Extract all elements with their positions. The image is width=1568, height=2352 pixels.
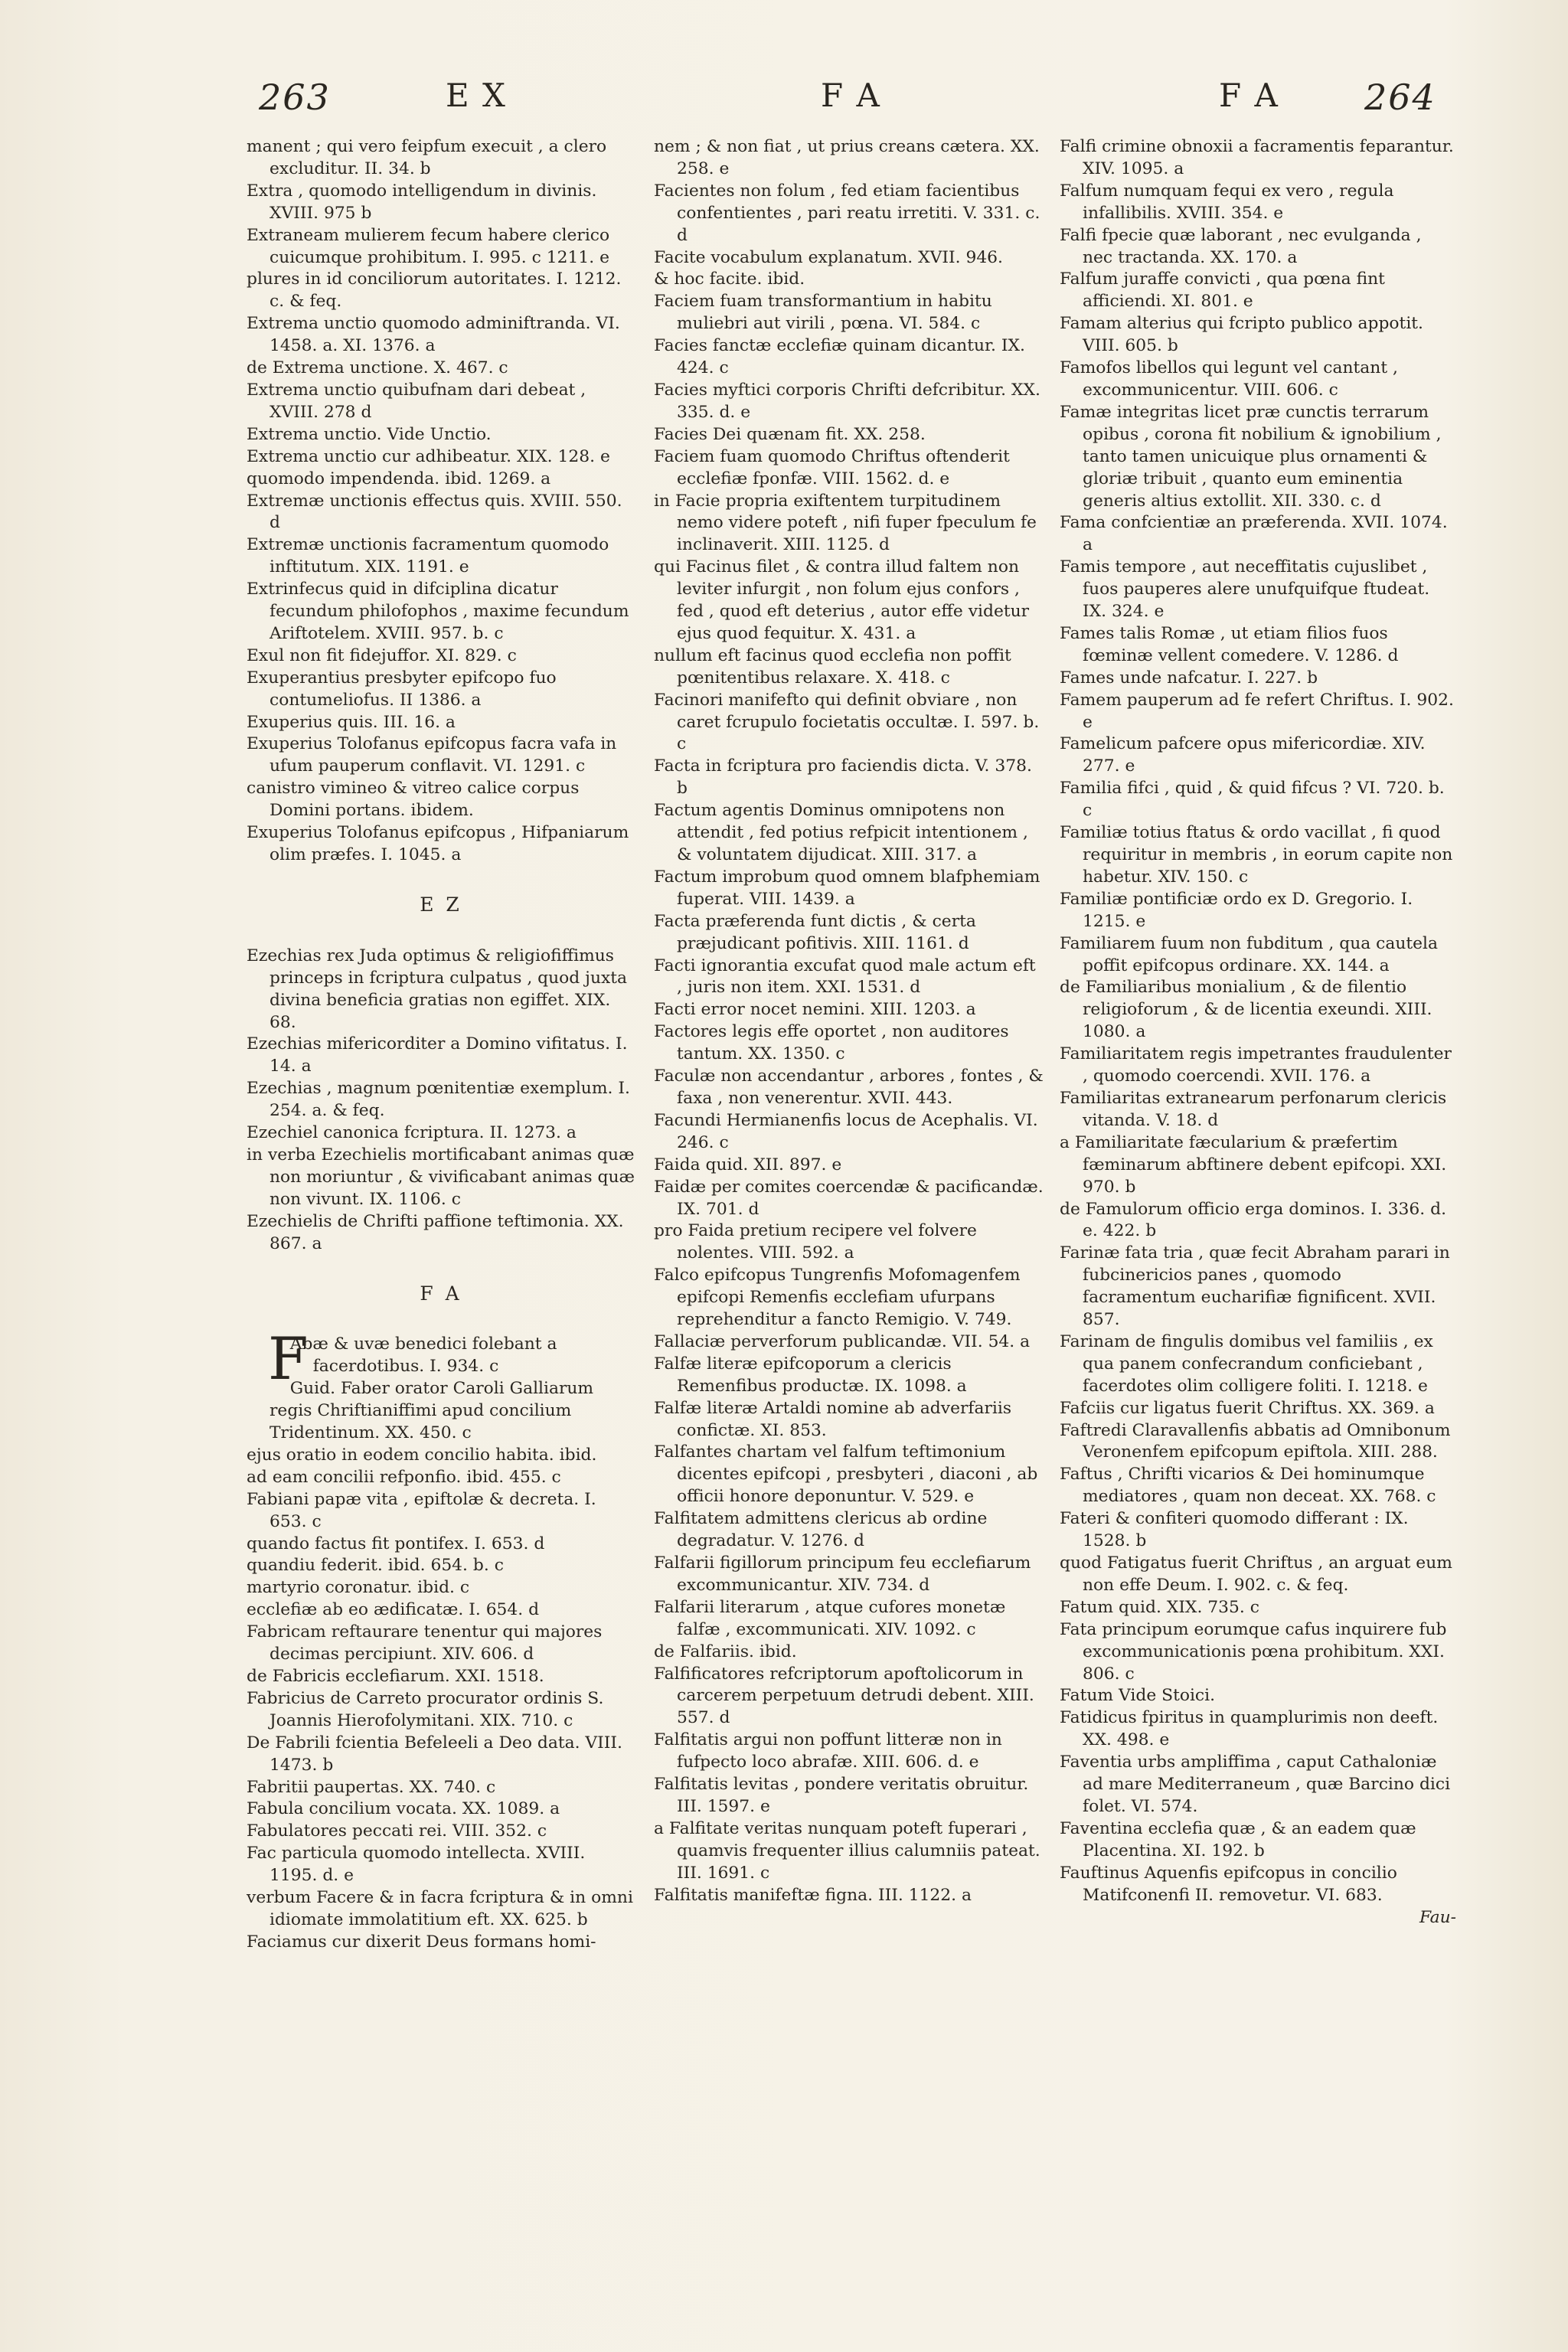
index-entry: Extrema unctio cur adhibeatur. XIX. 128. e <box>247 446 610 466</box>
index-entry: Ezechias rex Juda optimus & religiofiffimus princeps in fcriptura culpatus , quod juxta divina beneficia gratias non egiffet. XIX. 68. <box>247 946 628 1032</box>
index-entry: Extrema unctio quomodo adminiftranda. VI. 1458. a. XI. 1376. a <box>247 314 620 356</box>
index-entry: Facundi Hermianenfis locus de Acephalis. VI. 246. c <box>654 1110 1038 1152</box>
index-entry: Faidæ per comites coercendæ & pacificandæ. IX. 701. d <box>654 1177 1044 1219</box>
index-entry: Extraneam mulierem fecum habere clerico cuicumque prohibitum. I. 995. c 1211. e <box>247 225 610 267</box>
index-entry: Falfitatis argui non poffunt litteræ non in fufpecto loco abrafæ. XIII. 606. d. e <box>654 1730 1002 1772</box>
index-entry: Factum improbum quod omnem blafphemiam fuperat. VIII. 1439. a <box>654 867 1040 909</box>
index-entry: quandiu federit. ibid. 654. b. c <box>247 1556 504 1576</box>
section-heading-ez: E Z <box>420 893 462 916</box>
index-entry: Famæ integritas licet præ cunctis terrarum opibus , corona fit nobilium & ignobilium , tanto tamen unicuique plus ornamenti & gloriæ tribuit , quanto eum eminentia generis altius extollit. XII. 330. c. d <box>1060 402 1442 511</box>
index-entry: Falfarii figillorum principum feu ecclefiarum excommunicantur. XIV. 734. d <box>654 1553 1031 1595</box>
index-entry: Extremæ unctionis facramentum quomodo inftitutum. XIX. 1191. e <box>247 535 609 577</box>
index-entry: Fallaciæ perverforum publicandæ. VII. 54. a <box>654 1331 1031 1351</box>
index-entry: Faftus , Chrifti vicarios & Dei hominumque mediatores , quam non deceat. XX. 768. c <box>1060 1465 1436 1507</box>
index-entry: Fafciis cur ligatus fuerit Chriftus. XX. 369. a <box>1060 1398 1435 1418</box>
index-entry: Exuperantius presbyter epifcopo fuo contumeliofus. II 1386. a <box>247 668 557 710</box>
index-entry: a Familiaritate fæcularium & præfertim fæminarum abftinere debent epifcopi. XXI. 970. b <box>1060 1132 1447 1197</box>
index-entry: a Falfitate veritas nunquam poteft fuperari , quamvis frequenter illius calumniis pateat. III. 1691. c <box>654 1818 1040 1883</box>
index-entry: Familiaritas extranearum perfonarum clericis vitanda. V. 18. d <box>1060 1088 1447 1130</box>
index-entry: Faftredi Claravallenfis abbatis ad Omnibonum Veronenfem epifcopum epiftola. XIII. 288. <box>1060 1420 1451 1462</box>
index-entry: Exul non fit fidejuffor. XI. 829. c <box>247 645 517 665</box>
index-entry: Fabricius de Carreto procurator ordinis S. Joannis Hierofolymitani. XIX. 710. c <box>247 1688 604 1730</box>
index-entry: Fata principum eorumque cafus inquirere fub excommunicationis pœna prohibitum. XXI. 806. c <box>1060 1619 1447 1684</box>
index-entry: Famofos libellos qui legunt vel cantant , excommunicentur. VIII. 606. c <box>1060 358 1398 400</box>
index-entry: in verba Ezechielis mortificabant animas quæ non moriuntur , & vivificabant animas quæ non vivunt. IX. 1106. c <box>247 1145 635 1209</box>
index-entry: Farinæ fata tria , quæ fecit Abraham parari in fubcinericios panes , quomodo facramentum eucharifiæ fignificent. XVII. 857. <box>1060 1243 1450 1330</box>
index-entry: Familiarem fuum non fubditum , qua cautela poffit epifcopus ordinare. XX. 144. a <box>1060 933 1439 975</box>
center-running-head: F A <box>821 77 881 114</box>
section-heading-fa: F A <box>420 1282 462 1305</box>
index-entry: Fatidicus fpiritus in quamplurimis non deeft. XX. 498. e <box>1060 1708 1439 1750</box>
index-entry: Famem pauperum ad fe refert Chriftus. I. 902. e <box>1060 690 1454 732</box>
index-entry: ecclefiæ ab eo ædificatæ. I. 654. d <box>247 1600 540 1620</box>
index-entry: F Abæ & uvæ benedici folebant a facerdotibus. I. 934. c <box>268 1325 557 1393</box>
index-entry: Famis tempore , aut neceffitatis cujuslibet , fuos pauperes alere unufquifque ftudeat. IX. 324. e <box>1060 557 1430 622</box>
catchword: Fau- <box>1419 1907 1456 1927</box>
index-entry: Fauftinus Aquenfis epifcopus in concilio Matifconenfi II. removetur. VI. 683. <box>1060 1863 1397 1905</box>
index-entry: Exuperius Tolofanus epifcopus facra vafa in ufum pauperum conflavit. VI. 1291. c <box>247 734 617 776</box>
index-entry: Falfificatores refcriptorum apoftolicorum in carcerem perpetuum detrudi debent. XIII. 557. d <box>654 1664 1034 1728</box>
index-entry: Ezechielis de Chrifti paffione teftimonia. XX. 867. a <box>247 1211 624 1253</box>
index-entry: Facite vocabulum explanatum. XVII. 946. <box>654 247 1003 267</box>
index-entry: verbum Facere & in facra fcriptura & in omni idiomate immolatitium eft. XX. 625. b <box>247 1888 633 1929</box>
index-column-left <box>247 136 635 1954</box>
index-entry: Fama confcientiæ an præferenda. XVII. 1074. a <box>1060 513 1448 555</box>
index-entry: Facta in fcriptura pro faciendis dicta. V. 378. b <box>654 756 1032 799</box>
index-entry: Fabritii paupertas. XX. 740. c <box>247 1777 496 1797</box>
index-entry: & hoc facite. ibid. <box>654 270 805 289</box>
left-running-head: E X <box>446 77 507 114</box>
index-entry: Faciem fuam quomodo Chriftus oftenderit ecclefiæ fponfæ. VIII. 1562. d. e <box>654 446 1010 488</box>
right-running-head: F A <box>1219 77 1279 114</box>
index-entry: Faida quid. XII. 897. e <box>654 1155 842 1174</box>
index-entry: de Familiaribus monialium , & de filentio religioforum , & de licentia exeundi. XIII. 1080. a <box>1060 978 1432 1042</box>
index-entry: Ezechiel canonica fcriptura. II. 1273. a <box>247 1123 577 1143</box>
index-entry: Exuperius Tolofanus epifcopus , Hifpaniarum olim præfes. I. 1045. a <box>247 823 629 864</box>
index-entry: Fac particula quomodo intellecta. XVIII. 1195. d. e <box>247 1844 586 1886</box>
index-entry: quod Fatigatus fuerit Chriftus , an arguat eum non effe Deum. I. 902. c. & feq. <box>1060 1553 1452 1595</box>
index-entry: pro Faida pretium recipere vel folvere nolentes. VIII. 592. a <box>654 1221 977 1263</box>
drop-cap: F <box>268 1325 309 1393</box>
index-entry: Extrema unctio quibufnam dari debeat , XVIII. 278 d <box>247 380 586 422</box>
index-entry: Guid. Faber orator Caroli Galliarum regis Chriftianiffimi apud concilium Tridentinum. XX. 450. c <box>270 1379 594 1443</box>
index-entry: qui Facinus filet , & contra illud faltem non leviter infurgit , non folum ejus confors , fed , quod eft deterius , autor effe videtur ejus quod fequitur. X. 431. a <box>654 557 1030 643</box>
index-entry: Famam alterius qui fcripto publico appotit. VIII. 605. b <box>1060 314 1423 356</box>
index-entry: Ezechias mifericorditer a Domino vifitatus. I. 14. a <box>247 1034 628 1076</box>
index-column-middle <box>654 136 1046 1907</box>
index-entry: Facti error nocet nemini. XIII. 1203. a <box>654 1000 976 1020</box>
index-entry: Falfi crimine obnoxii a facramentis feparantur. XIV. 1095. a <box>1060 137 1454 178</box>
index-entry: martyrio coronatur. ibid. c <box>247 1578 470 1598</box>
index-entry: Falfum numquam fequi ex vero , regula infallibilis. XVIII. 354. e <box>1060 181 1394 223</box>
index-entry: Falfitatem admittens clericus ab ordine degradatur. V. 1276. d <box>654 1509 988 1551</box>
index-entry: Familiæ totius ftatus & ordo vacillat , fi quod requiritur in membris , in eorum capite non habetur. XIV. 150. c <box>1060 823 1453 887</box>
index-entry: ad eam concilii refponfio. ibid. 455. c <box>247 1467 561 1487</box>
index-entry: Extrinfecus quid in difciplina dicatur fecundum philofophos , maxime fecundum Ariftotelem. XVIII. 957. b. c <box>247 580 629 643</box>
index-entry: Factum agentis Dominus omnipotens non attendit , fed potius refpicit intentionem , & voluntatem dijudicat. XIII. 317. a <box>654 801 1028 864</box>
index-entry: Factores legis effe oportet , non auditores tantum. XX. 1350. c <box>654 1022 1009 1064</box>
index-entry: Falfarii literarum , atque cufores monetæ falfæ , excommunicati. XIV. 1092. c <box>654 1597 1006 1639</box>
index-entry: Falfæ literæ Artaldi nomine ab adverfariis confictæ. XI. 853. <box>654 1398 1012 1440</box>
index-entry: Fames unde nafcatur. I. 227. b <box>1060 668 1318 688</box>
index-entry: Facta præferenda funt dictis , & certa præjudicant pofitivis. XIII. 1161. d <box>654 911 976 953</box>
index-entry: De Fabrili fcientia Befeleeli a Deo data. VIII. 1473. b <box>247 1733 622 1775</box>
index-entry: de Fabricis ecclefiarum. XXI. 1518. <box>247 1667 544 1686</box>
index-entry: nem ; & non fiat , ut prius creans cætera. XX. 258. e <box>654 137 1040 178</box>
index-entry: in Facie propria exiftentem turpitudinem nemo videre poteft , nifi fuper fpeculum fe inclinaverit. XIII. 1125. d <box>654 491 1037 555</box>
index-entry: canistro vimineo & vitreo calice corpus Domini portans. ibidem. <box>247 779 580 821</box>
index-entry: Ezechias , magnum pœnitentiæ exemplum. I. 254. a. & feq. <box>247 1079 630 1121</box>
right-page-number: 264 <box>1364 77 1436 118</box>
index-entry: manent ; qui vero feipfum execuit , a clero excluditur. II. 34. b <box>247 137 607 178</box>
index-entry: nullum eft facinus quod ecclefia non poffit pœnitentibus relaxare. X. 418. c <box>654 645 1011 688</box>
index-entry: Faciamus cur dixerit Deus formans homi- <box>247 1932 596 1952</box>
index-entry: plures in id conciliorum autoritates. I. 1212. c. & feq. <box>247 270 622 312</box>
index-entry: Extremæ unctionis effectus quis. XVIII. 550. d <box>247 491 622 533</box>
index-entry: Falfitatis manifeftæ figna. III. 1122. a <box>654 1885 972 1905</box>
index-entry: Facti ignorantia excufat quod male actum eft , juris non item. XXI. 1531. d <box>654 956 1036 998</box>
index-entry: Familiæ pontificiæ ordo ex D. Gregorio. I. 1215. e <box>1060 889 1413 931</box>
left-page-number: 263 <box>259 77 331 118</box>
index-entry: Familiaritatem regis impetrantes fraudulenter , quomodo coercendi. XVII. 176. a <box>1060 1044 1452 1086</box>
index-entry: Falfi fpecie quæ laborant , nec evulganda , nec tractanda. XX. 170. a <box>1060 225 1422 267</box>
index-column-right <box>1060 136 1456 1929</box>
index-entry: Fateri & confiteri quomodo differant : IX. 1528. b <box>1060 1509 1409 1551</box>
index-entry: Exuperius quis. III. 16. a <box>247 712 456 732</box>
index-entry: Fames talis Romæ , ut etiam filios fuos fœminæ vellent comedere. V. 1286. d <box>1060 623 1399 665</box>
index-entry: Farinam de fingulis domibus vel familiis , ex qua panem confecrandum conficiebant , facerdotes olim colligere foliti. I. 1218. e <box>1060 1331 1433 1396</box>
index-entry: Faventina ecclefia quæ , & an eadem quæ Placentina. XI. 192. b <box>1060 1818 1416 1860</box>
index-entry: quando factus fit pontifex. I. 653. d <box>247 1534 545 1553</box>
index-entry: Facies myftici corporis Chrifti defcribitur. XX. 335. d. e <box>654 380 1040 422</box>
index-entry: Facientes non folum , fed etiam facientibus confentientes , pari reatu irretiti. V. 331. c. d <box>654 181 1040 245</box>
index-entry: Faciem fuam transformantium in habitu muliebri aut virili , pœna. VI. 584. c <box>654 292 992 334</box>
index-entry: de Extrema unctione. X. 467. c <box>247 358 508 378</box>
index-entry: de Falfariis. ibid. <box>654 1642 797 1661</box>
index-entry: Faventia urbs ampliffima , caput Cathaloniæ ad mare Mediterraneum , quæ Barcino dici folet. VI. 574. <box>1060 1753 1451 1816</box>
index-entry: ejus oratio in eodem concilio habita. ibid. <box>247 1445 597 1465</box>
index-entry: Falfantes chartam vel falfum teftimonium dicentes epifcopi , presbyteri , diaconi , ab officii honore deponuntur. V. 529. e <box>654 1442 1038 1507</box>
index-entry: Fabiani papæ vita , epiftolæ & decreta. I. 653. c <box>247 1489 596 1531</box>
index-entry: Fabulatores peccati rei. VIII. 352. c <box>247 1821 547 1841</box>
index-entry: Extra , quomodo intelligendum in divinis. XVIII. 975 b <box>247 181 597 223</box>
index-entry: Facinori manifefto qui definit obviare , non caret fcrupulo focietatis occultæ. I. 597. b. c <box>654 690 1040 754</box>
index-entry: Falfæ literæ epifcoporum a clericis Remenfibus productæ. IX. 1098. a <box>654 1354 967 1396</box>
index-entry: Facies Dei quænam fit. XX. 258. <box>654 424 926 444</box>
index-entry: Faculæ non accendantur , arbores , fontes , & faxa , non venerentur. XVII. 443. <box>654 1067 1044 1108</box>
index-entry: Famelicum pafcere opus mifericordiæ. XIV. 277. e <box>1060 734 1426 776</box>
index-entry: Fatum quid. XIX. 735. c <box>1060 1597 1259 1617</box>
index-entry: quomodo impendenda. ibid. 1269. a <box>247 469 551 488</box>
index-entry: Fabula concilium vocata. XX. 1089. a <box>247 1799 560 1819</box>
index-entry: Facies fanctæ ecclefiæ quinam dicantur. IX. 424. c <box>654 336 1025 378</box>
index-entry: Fabricam reftaurare tenentur qui majores decimas percipiunt. XIV. 606. d <box>247 1622 603 1664</box>
index-entry: de Famulorum officio erga dominos. I. 336. d. e. 422. b <box>1060 1199 1447 1241</box>
index-entry: Falfitatis levitas , pondere veritatis obruitur. III. 1597. e <box>654 1775 1029 1816</box>
index-entry: Extrema unctio. Vide Unctio. <box>247 424 492 444</box>
index-entry: Fatum Vide Stoici. <box>1060 1686 1216 1706</box>
index-entry: Falfum juraffe convicti , qua pœna fint afficiendi. XI. 801. e <box>1060 270 1385 312</box>
index-entry: Familia fifci , quid , & quid fifcus ? VI. 720. b. c <box>1060 779 1445 821</box>
index-entry: Falco epifcopus Tungrenfis Mofomagenfem epifcopi Remenfis ecclefiam ufurpans reprehenditur a fancto Remigio. V. 749. <box>654 1266 1021 1330</box>
